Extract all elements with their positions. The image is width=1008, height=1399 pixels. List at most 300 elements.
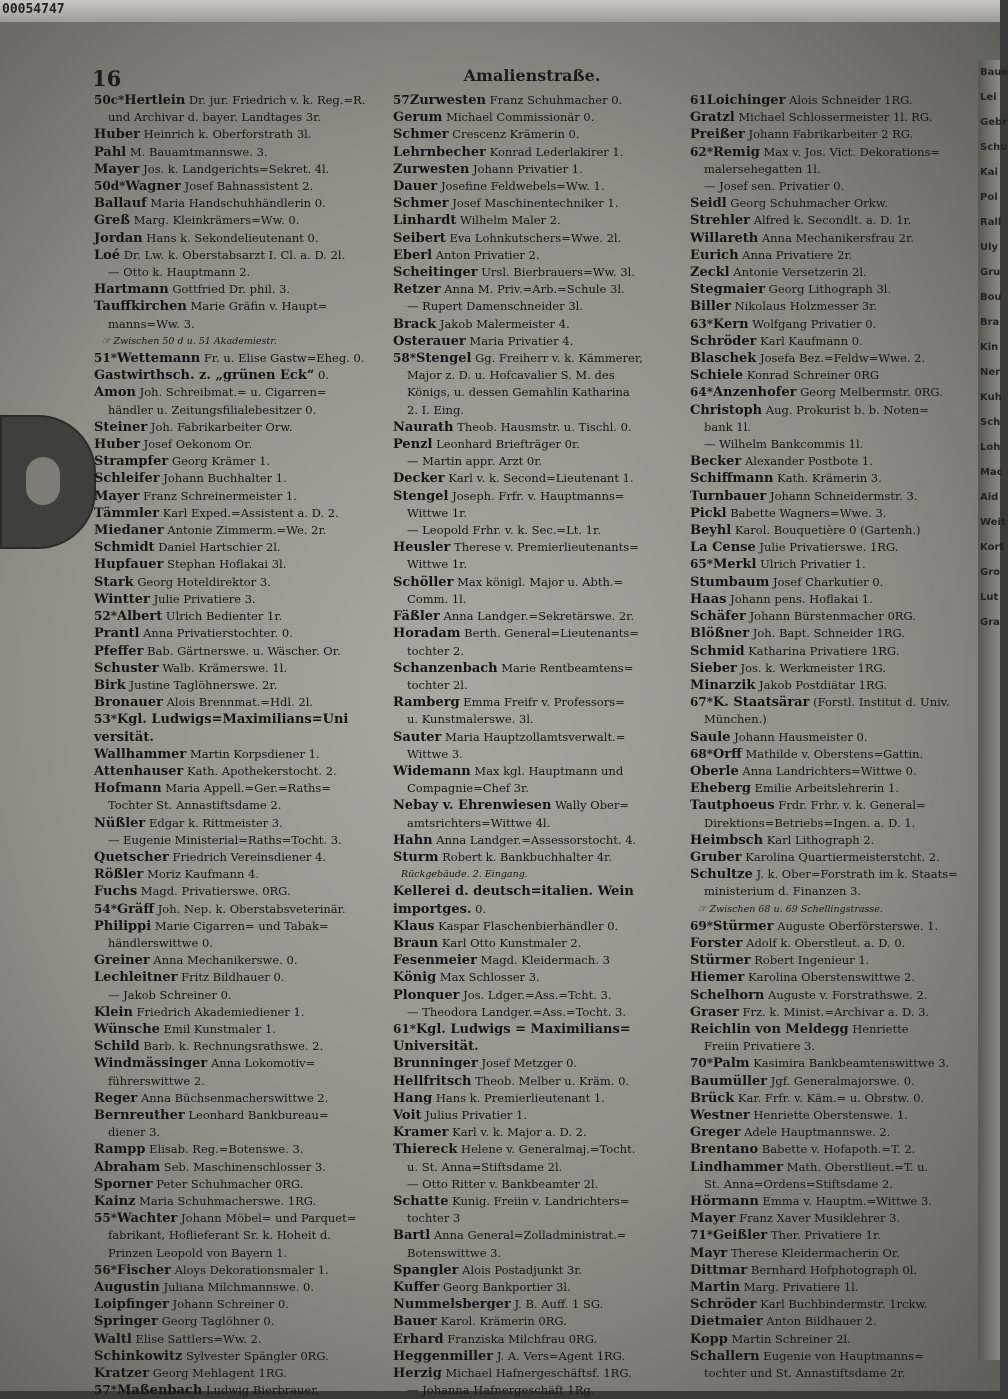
resident-name: Forster [690, 935, 743, 951]
directory-entry [690, 1245, 980, 1262]
directory-entry [690, 1210, 980, 1227]
entry-details: Anna Privatiere 2r. [742, 247, 853, 262]
directory-entry [690, 402, 980, 419]
entry-details: 0. [475, 901, 487, 916]
entry-details: Jakob Postdiätar 1RG. [759, 677, 888, 692]
directory-entry [393, 178, 683, 195]
directory-entry [94, 608, 384, 625]
entry-details: Maria Handschuhhändlerin 0. [150, 196, 326, 211]
directory-entry [393, 1124, 683, 1141]
directory-entry [94, 109, 384, 126]
entry-details: Georg Krämer 1. [171, 454, 271, 469]
entry-details: Alois Postadjunkt 3r. [462, 1262, 583, 1277]
entry-details: Stephan Hoflakai 3l. [167, 557, 287, 572]
resident-name: Mayer [690, 1211, 736, 1227]
directory-entry [393, 402, 683, 419]
section-note [690, 901, 980, 918]
entry-details: Katharina Privatiere 1RG. [748, 643, 900, 658]
resident-name: Naurath [393, 419, 454, 435]
entry-details: Kasimira Bankbeamtenswittwe 3. [753, 1056, 950, 1071]
entry-details: Babette v. Hofapoth.=T. 2. [761, 1142, 916, 1157]
section-note [94, 333, 384, 350]
resident-name: Kratzer [94, 1366, 150, 1382]
directory-entry [94, 729, 384, 746]
entry-details: Magd. Kleidermach. 3 [480, 953, 610, 968]
entry-details: Leonhard Briefträger 0r. [436, 437, 580, 452]
entry-details: Direktions=Betriebs=Ingen. a. D. 1. [704, 815, 916, 830]
edge-fragment: Schu [980, 142, 1008, 153]
directory-entry [94, 1210, 384, 1227]
entry-details: Anna Landger.=Assessorstocht. 4. [436, 832, 637, 847]
edge-fragment: Lut [980, 592, 999, 603]
directory-entry [393, 522, 683, 539]
directory-entry [690, 849, 980, 866]
directory-entry [94, 1262, 384, 1279]
directory-entry [94, 987, 384, 1004]
entry-details: — Johanna Hafnergeschäft 1Rg. [407, 1383, 595, 1398]
entry-details: Marie Gräfin v. Haupt= [190, 299, 328, 314]
directory-entry [94, 402, 384, 419]
directory-entry [393, 883, 683, 900]
resident-name: Remig [712, 144, 760, 160]
resident-name: Penzl [393, 437, 433, 453]
house-number: 65* [690, 557, 713, 572]
directory-entry [690, 918, 980, 935]
house-number: 61* [393, 1021, 416, 1036]
entry-details: führerswittwe 2. [108, 1073, 205, 1088]
directory-entry [690, 763, 980, 780]
resident-name: Heusler [393, 540, 451, 556]
entry-details: — Jakob Schreiner 0. [108, 987, 232, 1002]
entry-details: Rückgebäude. 2. Eingang. [401, 869, 528, 881]
directory-entry [94, 1227, 384, 1244]
directory-entry [393, 1055, 683, 1072]
entry-details: Joh. Fabrikarbeiter Orw. [150, 419, 293, 434]
resident-name: Heggenmiller [393, 1348, 494, 1364]
resident-name: Prantl [94, 626, 140, 642]
entry-details: Alfred k. Secondlt. a. D. 1r. [753, 213, 912, 228]
resident-name: Voit [393, 1107, 422, 1123]
entry-details: Georg Bankportier 3l. [442, 1280, 571, 1295]
entry-details: Maria Hauptzollamtsverwalt.= [445, 729, 626, 744]
resident-name: Scheitinger [393, 265, 478, 281]
entry-details: Friedrich Vereinsdiener 4. [172, 849, 327, 864]
entry-details: Johann Schneidermstr. 3. [769, 488, 918, 503]
directory-entry [690, 1296, 980, 1313]
directory-entry [393, 298, 683, 315]
resident-name: Hörmann [690, 1194, 759, 1209]
resident-name: Kellerei d. deutsch=italien. Wein [393, 884, 634, 900]
edge-fragment: Gru [980, 267, 1001, 278]
resident-name: Eberl [393, 247, 433, 263]
directory-entry [690, 1021, 980, 1038]
entry-details: — Otto Ritter v. Bankbeamter 2l. [407, 1176, 599, 1191]
directory-entry [94, 1090, 384, 1107]
resident-name: Tauffkirchen [94, 299, 187, 315]
directory-entry [94, 1296, 384, 1313]
entry-details: Karl Kaufmann 0. [760, 333, 863, 348]
resident-name: Dietmaier [690, 1314, 763, 1330]
directory-entry [393, 935, 683, 952]
resident-name: Becker [690, 454, 742, 470]
directory-entry [94, 298, 384, 315]
house-number: 64* [690, 385, 713, 400]
directory-entry [94, 883, 384, 900]
directory-entry [393, 815, 683, 832]
resident-name: Nummelsberger [393, 1297, 511, 1313]
section-note [393, 866, 683, 883]
resident-name: Martin [690, 1280, 741, 1296]
resident-name: Zurwesten [393, 161, 470, 177]
directory-entry [94, 660, 384, 677]
resident-name: Schuster [94, 660, 159, 676]
directory-entry [690, 350, 980, 367]
resident-name: Retzer [393, 282, 441, 298]
directory-entry [690, 522, 980, 539]
entry-details: Emil Kunstmaler 1. [163, 1021, 276, 1036]
entry-details: Josef Oekonom Or. [143, 437, 253, 452]
entry-details: Alexander Postbote 1. [744, 454, 873, 469]
directory-entry [393, 1141, 683, 1158]
entry-details: Georg Melbermstr. 0RG. [800, 385, 943, 400]
resident-name: Lindhammer [690, 1159, 784, 1175]
directory-entry [94, 935, 384, 952]
resident-name: Strampfer [94, 454, 169, 470]
entry-details: Emma Freifr v. Professors= [463, 695, 625, 710]
resident-name: Tautphoeus [690, 798, 775, 814]
entry-details: ☞ Zwischen 50 d u. 51 Akademiestr. [102, 335, 277, 347]
resident-name: Stürmer [690, 953, 751, 969]
entry-details: Wilhelm Maler 2. [460, 213, 561, 228]
directory-entry [393, 109, 683, 126]
directory-entry [94, 92, 384, 109]
entry-details: manns=Ww. 3. [108, 316, 195, 331]
resident-name: Rampp [94, 1142, 146, 1158]
resident-name: Hofmann [94, 781, 162, 797]
directory-entry [690, 1193, 980, 1210]
directory-column-1 [94, 92, 384, 1399]
entry-details: Math. Oberstlieut.=T. u. [786, 1159, 929, 1174]
directory-entry [690, 264, 980, 281]
entry-details: Max v. Jos. Vict. Dekorations= [763, 144, 941, 159]
entry-details: Freiin Privatiere 3. [704, 1039, 816, 1054]
resident-name: Preißer [690, 127, 745, 143]
directory-entry [690, 608, 980, 625]
page-header [92, 62, 972, 92]
edge-fragment: Kai [980, 167, 998, 178]
entry-details: Theob. Hausmstr. u. Tischl. 0. [457, 419, 632, 434]
resident-name: K. Staatsärar [712, 695, 810, 711]
entry-details: Walb. Krämerswe. 1l. [162, 660, 288, 675]
resident-name: Thiereck [393, 1142, 458, 1158]
entry-details: Wittwe 3. [407, 746, 463, 761]
entry-details: Joseph. Frfr. v. Hauptmanns= [452, 488, 625, 503]
directory-entry [690, 281, 980, 298]
entry-details: Comm. 1l. [407, 591, 467, 606]
entry-details: Kaspar Flaschenbierhändler 0. [438, 918, 619, 933]
resident-name: Wachter [116, 1211, 178, 1227]
directory-entry [393, 144, 683, 161]
directory-entry [94, 969, 384, 986]
resident-name: Brunninger [393, 1056, 478, 1072]
entry-details: Ulrich Bedienter 1r. [165, 609, 283, 624]
resident-name: Biller [690, 299, 731, 315]
resident-name: Klaus [393, 918, 435, 934]
entry-details: Joh. Schreibmat.= u. Cigarren= [139, 385, 327, 400]
entry-details: Karl Otto Kunstmaler 2. [441, 935, 582, 950]
resident-name: Amon [94, 385, 136, 401]
directory-entry [690, 677, 980, 694]
resident-name: Kgl. Ludwigs = Maximilians= [415, 1021, 631, 1037]
directory-entry [690, 470, 980, 487]
entry-details: — Rupert Damenschneider 3l. [407, 299, 583, 314]
house-number: 61 [690, 93, 707, 107]
entry-details: tochter 2. [407, 643, 464, 658]
entry-details: Johann Privatier 1. [472, 161, 583, 176]
directory-entry [393, 1279, 683, 1296]
entry-details: Elise Sattlers=Ww. 2. [135, 1331, 262, 1346]
entry-details: Georg Mehlagent 1RG. [152, 1366, 287, 1381]
directory-entry [690, 866, 980, 883]
resident-name: Westner [690, 1107, 750, 1123]
resident-name: Bronauer [94, 695, 163, 711]
entry-details: Julius Privatier 1. [425, 1107, 528, 1122]
directory-entry [393, 350, 683, 367]
directory-entry [690, 505, 980, 522]
resident-name: Loipfinger [94, 1297, 169, 1313]
directory-entry [690, 161, 980, 178]
resident-name: Schinkowitz [94, 1348, 183, 1364]
resident-name: Seibert [393, 230, 446, 246]
entry-details: 0. [318, 368, 329, 383]
entry-details: Ludwig Bierbrauer. [205, 1383, 320, 1398]
resident-name: Anzenhofer [712, 385, 797, 401]
entry-details: St. Anna=Ordens=Stiftsdame 2. [704, 1176, 893, 1191]
directory-entry [94, 849, 384, 866]
directory-entry [94, 643, 384, 660]
resident-name: Stengel [415, 351, 472, 367]
entry-details: Frz. k. Minist.=Archivar a. D. 3. [742, 1004, 930, 1019]
resident-name: Attenhauser [94, 763, 184, 779]
resident-name: Stegmaier [690, 282, 765, 298]
resident-name: Stengel [393, 488, 449, 504]
resident-name: Lehrnbecher [393, 144, 487, 160]
directory-entry [690, 797, 980, 814]
directory-entry [393, 677, 683, 694]
entry-details: Alois Brennmat.=Hdl. 2l. [166, 695, 314, 710]
entry-details: Josef Bahnassistent 2. [184, 179, 314, 194]
directory-entry [94, 1365, 384, 1382]
resident-name: Tämmler [94, 505, 160, 521]
resident-name: Jordan [94, 230, 143, 246]
directory-entry [94, 161, 384, 178]
entry-details: Jakob Malermeister 4. [439, 316, 570, 331]
directory-entry [690, 539, 980, 556]
resident-name: Windmässinger [94, 1056, 208, 1072]
entry-details: Anna General=Zolladministrat.= [433, 1228, 627, 1243]
resident-name: Quetscher [94, 849, 169, 865]
directory-entry [94, 1331, 384, 1348]
entry-details: Georg Schuhmacher Orkw. [730, 196, 888, 211]
entry-details: Julie Privatiere 3. [153, 591, 256, 606]
resident-name: Kramer [393, 1125, 449, 1141]
resident-name: Huber [94, 127, 140, 143]
entry-details: amtsrichters=Wittwe 4l. [407, 815, 551, 830]
resident-name: Greiner [94, 953, 150, 969]
entry-details: Karl Exped.=Assistent a. D. 2. [162, 505, 339, 520]
resident-name: Palm [712, 1056, 750, 1072]
directory-entry [94, 178, 384, 195]
entry-details: Königs, u. dessen Gemahlin Katharina [407, 385, 630, 400]
directory-entry [690, 952, 980, 969]
entry-details: Kath. Apothekerstocht. 2. [187, 763, 337, 778]
house-number: 57 [393, 93, 410, 107]
directory-entry [94, 625, 384, 642]
directory-entry [94, 711, 384, 728]
entry-details: Frdr. Frhr. v. k. General= [778, 798, 926, 813]
directory-entry [94, 1313, 384, 1330]
directory-entry [94, 247, 384, 264]
entry-details: Edgar k. Rittmeister 3. [148, 815, 283, 830]
directory-entry [393, 832, 683, 849]
directory-entry [690, 591, 980, 608]
entry-details: Marie Rentbeamtens= [501, 660, 634, 675]
directory-entry [393, 797, 683, 814]
resident-name: Brück [690, 1090, 735, 1106]
resident-name: Fuchs [94, 884, 138, 900]
resident-name: Dauer [393, 179, 438, 195]
house-number: 55* [94, 1211, 117, 1226]
house-number: 50c* [94, 93, 125, 107]
resident-name: Hang [393, 1090, 433, 1106]
resident-name: Wettemann [116, 351, 201, 367]
entry-details: Gottfried Dr. phil. 3. [172, 282, 291, 297]
entry-details: und Archivar d. bayer. Landtages 3r. [108, 110, 322, 125]
directory-entry [393, 1073, 683, 1090]
directory-entry [94, 1073, 384, 1090]
resident-name: Oberle [690, 763, 739, 779]
directory-entry [690, 780, 980, 797]
resident-name: Eheberg [690, 781, 751, 797]
edge-fragment: Kin [980, 342, 999, 353]
entry-details: Jos. Ldger.=Ass.=Tcht. 3. [463, 987, 612, 1002]
entry-details: — Josef sen. Privatier 0. [704, 179, 845, 194]
resident-name: Pahl [94, 144, 127, 160]
entry-details: Julie Privatierswe. 1RG. [759, 540, 899, 555]
resident-name: Schröder [690, 1297, 757, 1313]
entry-details: Alois Schneider 1RG. [789, 93, 913, 107]
resident-name: Seidl [690, 196, 727, 212]
resident-name: Kainz [94, 1194, 136, 1209]
directory-entry [94, 470, 384, 487]
directory-entry [94, 556, 384, 573]
directory-entry [393, 969, 683, 986]
entry-details: Marg. Kleinkrämers=Ww. 0. [133, 213, 300, 228]
entry-details: Gg. Freiherr v. k. Kämmerer, [475, 351, 643, 366]
directory-entry [393, 952, 683, 969]
directory-entry [393, 694, 683, 711]
resident-name: Stürmer [712, 918, 774, 934]
directory-entry [94, 1021, 384, 1038]
entry-details: Wittwe 1r. [407, 557, 468, 572]
resident-name: Plonquer [393, 987, 460, 1003]
house-number: 69* [690, 918, 713, 933]
directory-entry [94, 1382, 384, 1399]
directory-entry [690, 1090, 980, 1107]
edge-fragment: Loh [980, 442, 1001, 453]
directory-entry [690, 247, 980, 264]
directory-entry [94, 436, 384, 453]
directory-entry [690, 1107, 980, 1124]
entry-details: Emilie Arbeitslehrerin 1. [754, 781, 899, 796]
entry-details: Aloys Dekorationsmaler 1. [174, 1262, 329, 1277]
entry-details: Wittwe 1r. [407, 505, 468, 520]
entry-details: Johann Fabrikarbeiter 2 RG. [748, 127, 914, 142]
resident-name: Gruber [690, 849, 742, 865]
entry-details: tochter 3 [407, 1211, 461, 1226]
resident-name: Turnbauer [690, 488, 767, 504]
directory-entry [393, 608, 683, 625]
entry-details: Auguste v. Forstrathswe. 2. [768, 987, 928, 1002]
resident-name: Schmidt [94, 540, 155, 556]
directory-entry [393, 92, 683, 109]
house-number: 53* [94, 712, 117, 727]
directory-entry [94, 230, 384, 247]
directory-entry [393, 1038, 683, 1055]
entry-details: Heinrich k. Oberforstrath 3l. [143, 127, 312, 142]
entry-details: Auguste Oberförsterswe. 1. [777, 918, 939, 933]
resident-name: Philippi [94, 918, 152, 934]
directory-entry [393, 488, 683, 505]
entry-details: Anna Mechanikerswe. 0. [153, 953, 298, 968]
resident-name: Schmid [690, 643, 745, 659]
entry-details: fabrikant, Hoflieferant Sr. k. Hoheit d. [108, 1228, 331, 1243]
entry-details: Emma v. Hauptm.=Wittwe 3. [762, 1194, 932, 1208]
directory-entry [690, 195, 980, 212]
directory-entry [393, 470, 683, 487]
directory-entry [393, 1348, 683, 1365]
entry-details: Anton Privatier 2. [435, 247, 540, 262]
entry-details: Dr. jur. Friedrich v. k. Reg.=R. [188, 93, 366, 107]
directory-entry [94, 1004, 384, 1021]
entry-details: Johann Schreiner 0. [172, 1297, 289, 1312]
resident-name: Schmer [393, 127, 449, 143]
directory-entry [690, 419, 980, 436]
house-number: 68* [690, 746, 713, 761]
entry-details: händler u. Zeitungsfilialebesitzer 0. [108, 402, 317, 417]
directory-entry [393, 780, 683, 797]
entry-details: Therese v. Premierlieutenants= [454, 540, 639, 555]
house-number: 58* [393, 351, 416, 366]
entry-details: Compagnie=Chef 3r. [407, 781, 529, 796]
entry-details: Moriz Kaufmann 4. [147, 867, 259, 882]
entry-details: M. Bauamtmannswe. 3. [129, 144, 268, 159]
resident-name: Christoph [690, 402, 763, 418]
directory-entry [393, 1090, 683, 1107]
entry-details: Anna Privatierstochter. 0. [143, 626, 293, 641]
directory-entry [690, 1176, 980, 1193]
resident-name: König [393, 970, 437, 986]
directory-entry [94, 281, 384, 298]
resident-name: Mayr [690, 1245, 728, 1261]
entry-details: Botenswittwe 3. [407, 1245, 502, 1260]
entry-details: Franz Schreinermeister 1. [143, 488, 297, 503]
entry-details: Ursl. Bierbrauers=Ww. 3l. [481, 265, 635, 280]
resident-name: Zeckl [690, 265, 730, 281]
edge-fragment: Gra [980, 617, 1000, 628]
directory-entry [393, 901, 683, 918]
entry-details: Crescenz Krämerin 0. [452, 127, 580, 142]
